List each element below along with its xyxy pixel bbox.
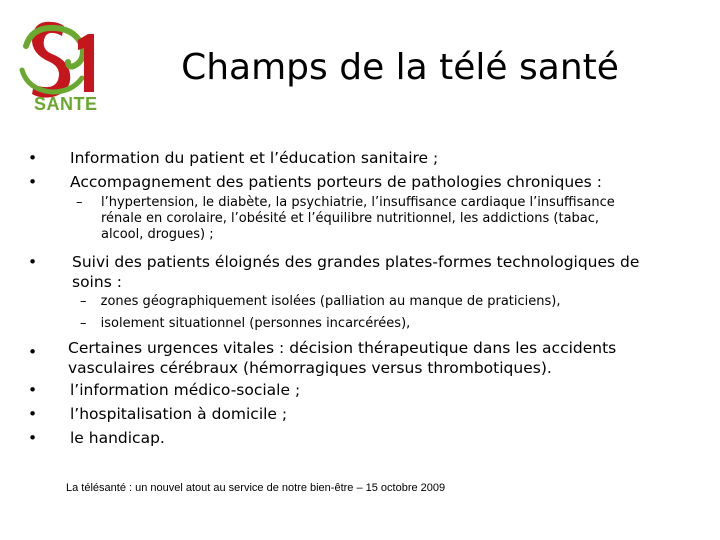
bullet-marker: • [28, 381, 38, 399]
list-item-text: Accompagnement des patients porteurs de pathologies chroniques : [70, 173, 602, 191]
list-item-text: Suivi des patients éloignés des grandes plates-formes technologiques de soins : [72, 253, 640, 291]
bullet-marker: • [28, 405, 38, 423]
sub-list-item-text: isolement situationnel (personnes incarcérées), [100, 316, 411, 331]
bullet-marker: • [28, 343, 38, 361]
sub-list-item [80, 316, 410, 332]
sub-list-item [80, 294, 560, 310]
list-item-text: Information du patient et l’éducation sanitaire ; [70, 149, 439, 167]
bullet-marker: • [28, 149, 38, 167]
list-item-text: l’information médico-sociale ; [70, 381, 301, 399]
bullet-marker: • [28, 429, 38, 447]
list-item-text: l’hospitalisation à domicile ; [70, 405, 288, 423]
dash-marker: – [80, 316, 87, 331]
dash-marker: – [76, 195, 83, 210]
list-item-text: Certaines urgences vitales : décision thérapeutique dans les accidents vasculaires cérébraux (hémorragiques versus thrombotiques). [68, 339, 617, 377]
sub-list-item-text: l’hypertension, le diabète, la psychiatrie, l’insuffisance cardiaque l’insuffisance rénale en corolaire, l’obésité et l’équilibre nutritionnel, les addictions (tabac, alcool, drogues) ; [101, 195, 615, 242]
page-title: Champs de la télé santé [181, 47, 619, 88]
dash-marker: – [80, 294, 87, 309]
footer-caption: La télésanté : un nouvel atout au service de notre bien-être – 15 octobre 2009 [66, 482, 446, 494]
s1-sante-logo [12, 16, 104, 116]
sub-list-item-text: zones géographiquement isolées (palliation au manque de praticiens), [100, 294, 561, 309]
logo-caption: SANTE [34, 94, 98, 114]
bullet-marker: • [28, 253, 38, 271]
bullet-marker: • [28, 173, 38, 191]
sub-list-item [76, 195, 96, 211]
list-item-text: le handicap. [70, 429, 165, 447]
